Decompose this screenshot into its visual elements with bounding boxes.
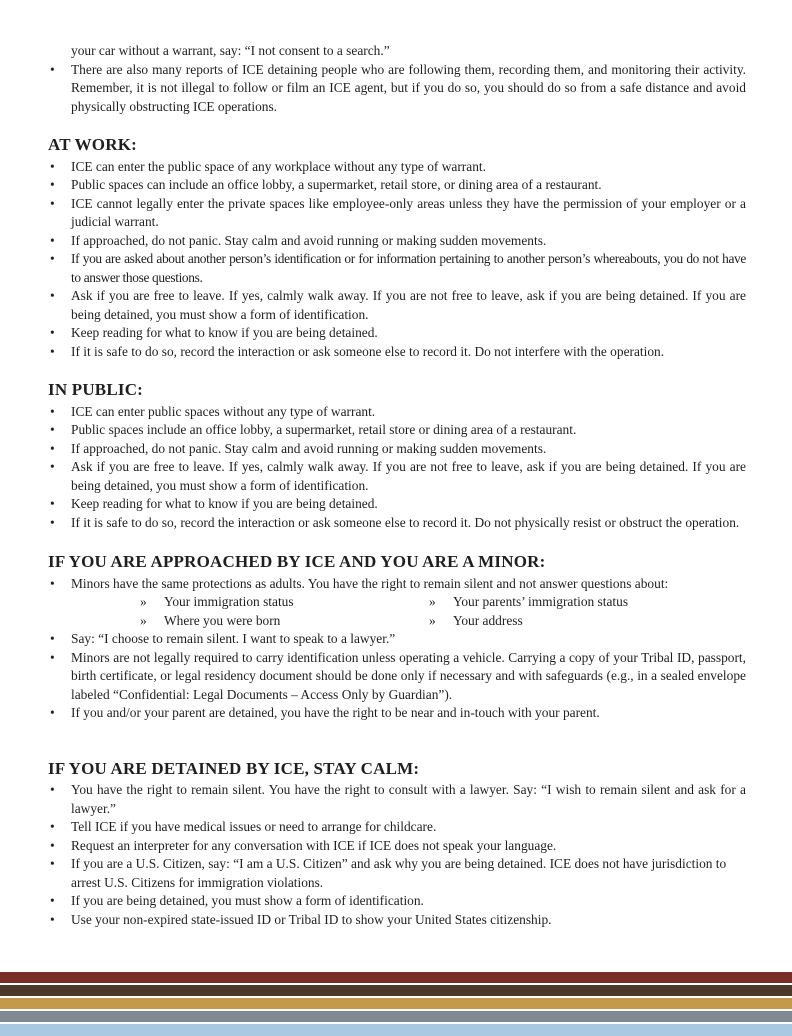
stripe-dark-red — [0, 972, 792, 983]
list-item: • ICE can enter the public space of any workplace without any type of warrant. — [48, 158, 746, 177]
section-heading-detained: IF YOU ARE DETAINED BY ICE, STAY CALM: — [48, 758, 420, 778]
list-item: • Request an interpreter for any conversation with ICE if ICE does not speak your language. — [48, 837, 746, 856]
list-item: • If you are asked about another person’s identification or for information pertaining to another person’s whereabouts, you do not have to answer those questions. — [48, 250, 746, 287]
list-item: • Public spaces include an office lobby, a supermarket, retail store or dining area of a restaurant. — [48, 421, 746, 440]
list-item: • If it is safe to do so, record the interaction or ask someone else to record it. Do not physically resist or obstruct the operation. — [48, 514, 746, 533]
list-item: • You have the right to remain silent. You have the right to consult with a lawyer. Say: “I wish to remain silent and ask for a lawyer.” — [48, 781, 746, 818]
list-item: • Public spaces can include an office lobby, a supermarket, retail store, or dining area of a restaurant. — [48, 176, 746, 195]
list-item: • If you are being detained, you must show a form of identification. — [48, 892, 746, 911]
detained-list — [48, 781, 746, 929]
stripe-gray — [0, 1011, 792, 1022]
minor-list — [48, 575, 746, 594]
list-item: • Use your non-expired state-issued ID or Tribal ID to show your United States citizenship. — [48, 911, 746, 930]
list-item: • If it is safe to do so, record the interaction or ask someone else to record it. Do not interfere with the operation. — [48, 343, 746, 362]
list-item: • If you and/or your parent are detained, you have the right to be near and in-touch with your parent. — [48, 704, 746, 723]
list-item: • If approached, do not panic. Stay calm and avoid running or making sudden movements. — [48, 232, 746, 251]
list-item: • Tell ICE if you have medical issues or need to arrange for childcare. — [48, 818, 746, 837]
list-item: • Minors have the same protections as adults. You have the right to remain silent and not answer questions about: — [48, 575, 746, 594]
list-item: • If you are a U.S. Citizen, say: “I am a U.S. Citizen” and ask why you are being detained. ICE does not have jurisdiction to arrest U.S. Citizens for immigration violations. — [48, 855, 746, 892]
intro-list — [48, 61, 746, 117]
list-item: • ICE can enter public spaces without any type of warrant. — [48, 403, 746, 422]
stripe-light-blue — [0, 1024, 792, 1036]
section-heading-at-work: AT WORK: — [48, 135, 137, 154]
stripe-dark-brown — [0, 985, 792, 996]
list-item: • Ask if you are free to leave. If yes, calmly walk away. If you are not free to leave, ask if you are being detained. If you are being detained, you must show a form of identification. — [48, 287, 746, 324]
list-item: • ICE cannot legally enter the private spaces like employee-only areas unless they have the permission of your employer or a judicial warrant. — [48, 195, 746, 232]
minor-list-continued — [48, 630, 746, 723]
list-item: • If approached, do not panic. Stay calm and avoid running or making sudden movements. — [48, 440, 746, 459]
list-item: • Keep reading for what to know if you are being detained. — [48, 495, 746, 514]
sub-list-item: » Where you were born — [140, 612, 429, 631]
document-content — [48, 42, 746, 929]
list-item: • Ask if you are free to leave. If yes, calmly walk away. If you are not free to leave, ask if you are being detained. If you are being detained, you must show a form of identification. — [48, 458, 746, 495]
sub-list-item: » Your address — [429, 612, 719, 631]
footer-stripes — [0, 972, 792, 1036]
section-heading-minor: IF YOU ARE APPROACHED BY ICE AND YOU ARE A MINOR: — [48, 552, 546, 571]
stripe-gold — [0, 998, 792, 1009]
list-item: • Keep reading for what to know if you are being detained. — [48, 324, 746, 343]
list-item: • Minors are not legally required to carry identification unless operating a vehicle. Carrying a copy of your Tribal ID, passport, birth certificate, or legal residency document should be done only if necessary and with safeguards (e.g., in a sealed envelope labeled “Confidential: Legal Documents – Access Only by Guardian”). — [48, 649, 746, 705]
sub-list-item: » Your immigration status — [140, 593, 429, 612]
sub-list-item: » Your parents’ immigration status — [429, 593, 719, 612]
at-work-list — [48, 158, 746, 362]
section-heading-in-public: IN PUBLIC: — [48, 380, 144, 399]
in-public-list — [48, 403, 746, 533]
list-item: • Say: “I choose to remain silent. I want to speak to a lawyer.” — [48, 630, 746, 649]
list-item: • There are also many reports of ICE detaining people who are following them, recording them, and monitoring their activity. Remember, it is not illegal to follow or film an ICE agent, but if you do so, you should do so from a safe distance and avoid physically obstructing ICE operations. — [48, 61, 746, 117]
continued-line: your car without a warrant, say: “I not consent to a search.” — [71, 43, 390, 58]
minor-protected-topics — [140, 593, 746, 630]
